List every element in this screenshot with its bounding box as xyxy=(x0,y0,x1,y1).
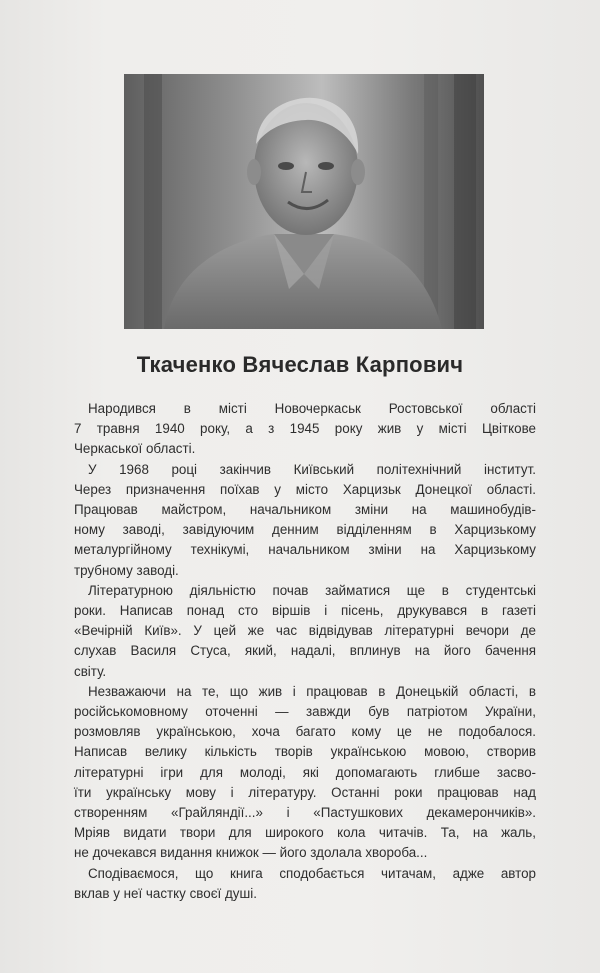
paragraph-career xyxy=(74,460,536,581)
text-line: Працював майстром, начальником зміни на машинобудів- xyxy=(74,502,536,518)
text-line: слухав Василя Стуса, який, надалі, вплинув на його бачення xyxy=(74,643,536,659)
text-line: 7 травня 1940 року, а з 1945 року жив у місті Цвіткове xyxy=(74,421,536,437)
text-line: «Вечірній Київ». У цей же час відвідував літературні вечори де xyxy=(74,623,536,639)
text-line: Написав велику кількість творів українською мовою, створив xyxy=(74,744,536,760)
text-line: їти українську мову і літературу. Останні роки працював над xyxy=(74,784,536,800)
text-line: російськомовному оточенні — завжди був патріотом України, xyxy=(74,704,536,720)
paragraph-closing xyxy=(74,864,536,904)
author-name-heading: Ткаченко Вячеслав Карпович xyxy=(136,352,464,377)
text-line: літературні ігри для молоді, які допомагають глибше засво- xyxy=(74,764,536,780)
text-line: Через призначення поїхав у місто Харцизьк Донецкої області. xyxy=(74,481,536,497)
paragraph-patriotism xyxy=(74,682,536,864)
text-line: трубному заводі. xyxy=(74,562,179,578)
text-line: вклав у неї частку своєї душі. xyxy=(74,885,257,901)
text-line: створенням «Грайляндії...» і «Пастушкових декамерончиків». xyxy=(74,805,536,821)
portrait-image xyxy=(124,74,484,329)
paragraph-birth xyxy=(74,399,536,460)
text-line: У 1968 році закінчив Київський політехнічний інститут. xyxy=(88,461,536,477)
text-line: не дочекався видання книжок — його здолала хвороба... xyxy=(74,845,428,861)
text-line: Літературною діяльністю почав займатися ще в студентські xyxy=(88,582,536,598)
paragraph-literary xyxy=(74,581,536,682)
text-line: Народився в місті Новочеркаськ Ростовської області xyxy=(88,401,536,416)
text-line: світу. xyxy=(74,663,107,679)
text-line: Незважаючи на те, що жив і працював в Донецькій області, в xyxy=(88,683,536,699)
author-portrait-photo xyxy=(124,74,484,329)
text-line: металургійному технікумі, начальником зміни на Харцизькому xyxy=(74,542,536,558)
text-line: Мріяв видати твори для широкого кола читачів. Та, на жаль, xyxy=(74,825,536,841)
text-line: Черкаської області. xyxy=(74,441,196,457)
text-line: розмовляв українською, хоча багато кому це не подобалося. xyxy=(74,724,536,740)
biography-text xyxy=(74,399,536,904)
text-line: ному заводі, завідуючим денним відділенням в Харцизькому xyxy=(74,522,536,538)
text-line: роки. Написав понад сто віршів і пісень, друкувався в газеті xyxy=(74,603,536,619)
text-line: Сподіваємося, що книга сподобається читачам, адже автор xyxy=(88,865,536,881)
